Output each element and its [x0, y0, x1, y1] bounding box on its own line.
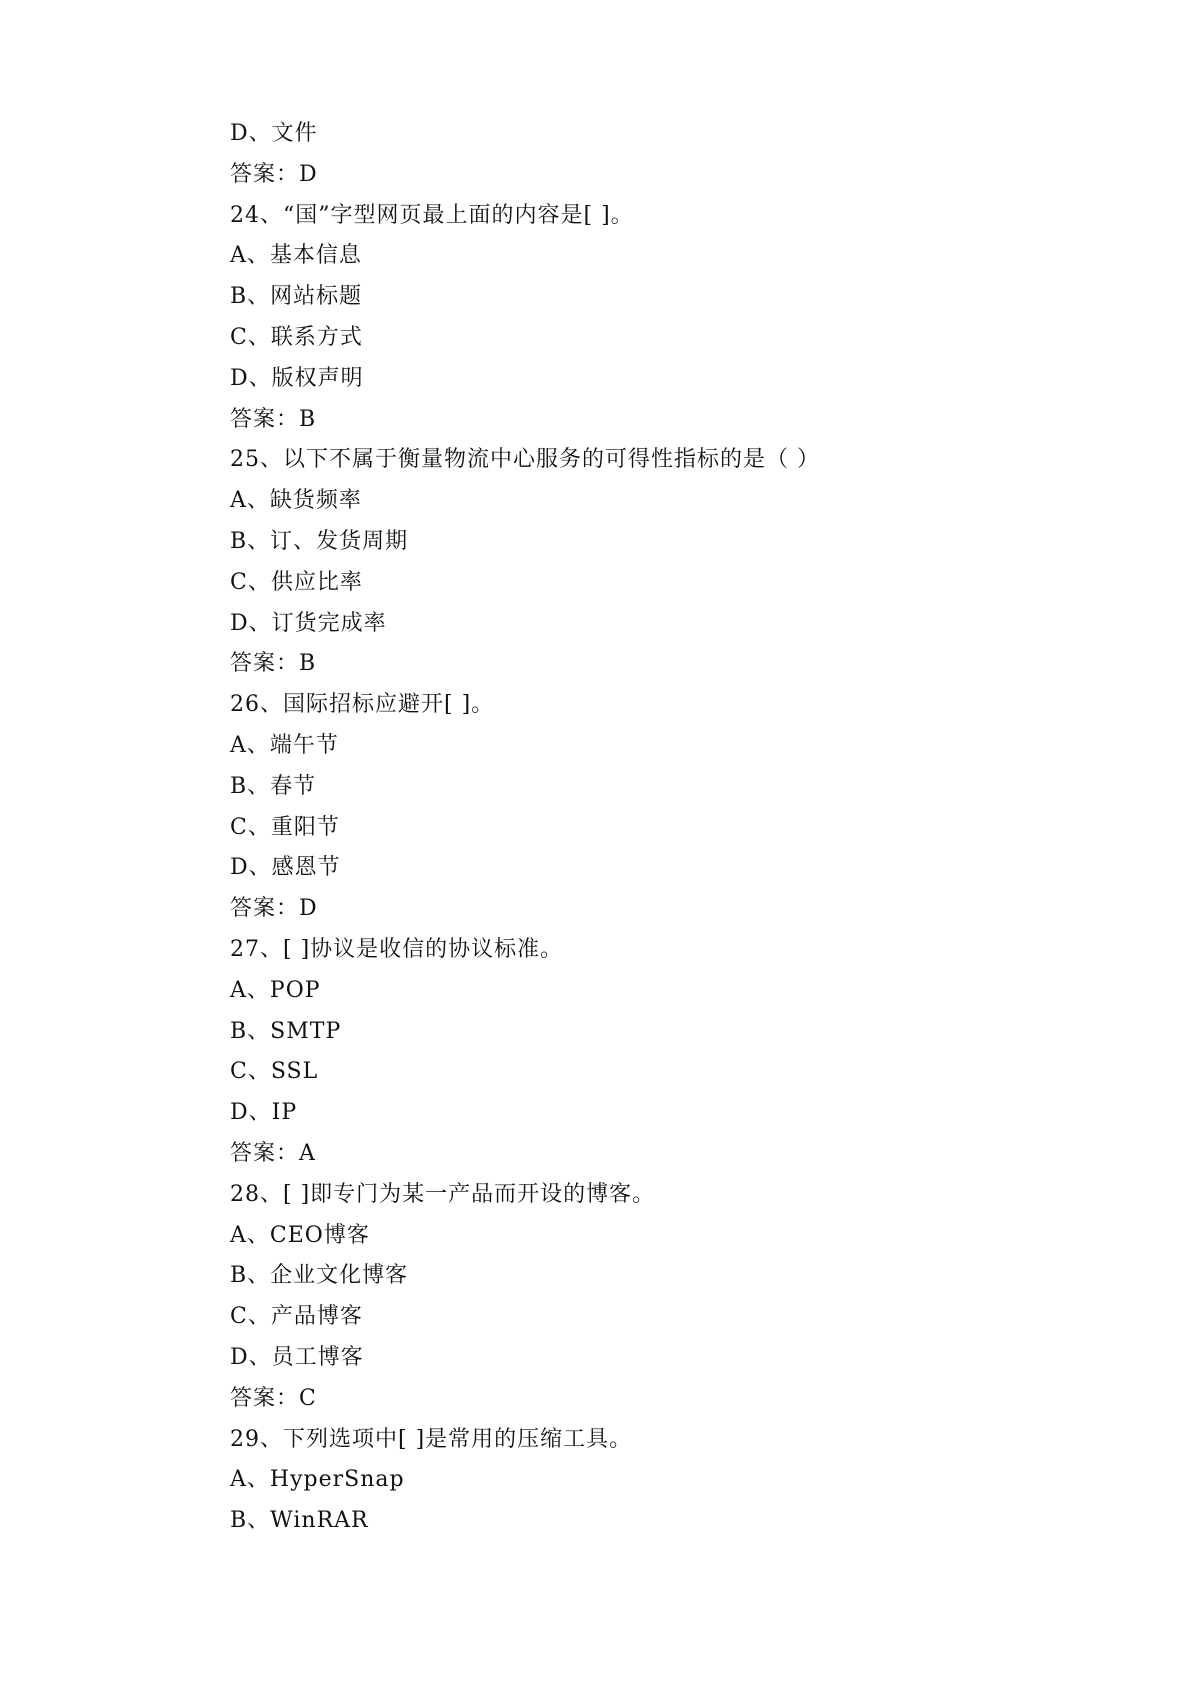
option-c: C、重阳节 [230, 814, 340, 840]
option-d: D、IP [230, 1100, 298, 1126]
option-a: A、基本信息 [230, 243, 362, 269]
option-d: D、版权声明 [230, 365, 364, 391]
option-d: D、订货完成率 [230, 610, 387, 636]
question-28: 28、[ ]即专门为某一产品而开设的博客。 [230, 1181, 656, 1207]
option-d: D、文件 [230, 121, 318, 146]
option-a: A、CEO博客 [230, 1222, 370, 1248]
answer-line: 答案：D [230, 896, 318, 922]
option-a: A、HyperSnap [230, 1467, 405, 1493]
question-27: 27、[ ]协议是收信的协议标准。 [230, 936, 564, 962]
option-b: B、订、发货周期 [230, 528, 409, 554]
answer-line: 答案：D [230, 161, 318, 187]
question-25: 25、以下不属于衡量物流中心服务的可得性指标的是（ ） [230, 447, 820, 473]
option-a: A、POP [230, 977, 321, 1003]
option-c: C、联系方式 [230, 324, 363, 350]
answer-line: 答案：A [230, 1140, 316, 1166]
option-b: B、春节 [230, 773, 317, 799]
option-b: B、网站标题 [230, 284, 363, 310]
option-d: D、员工博客 [230, 1344, 364, 1370]
answer-line: 答案：C [230, 1385, 317, 1411]
option-c: C、SSL [230, 1059, 319, 1085]
option-b: B、企业文化博客 [230, 1263, 409, 1289]
question-29: 29、下列选项中[ ]是常用的压缩工具。 [230, 1426, 633, 1452]
option-b: B、SMTP [230, 1018, 342, 1044]
option-a: A、端午节 [230, 732, 339, 758]
option-b: B、WinRAR [230, 1508, 369, 1534]
answer-line: 答案：B [230, 406, 317, 432]
option-a: A、缺货频率 [230, 488, 362, 514]
option-c: C、产品博客 [230, 1304, 363, 1330]
answer-line: 答案：B [230, 651, 317, 677]
question-26: 26、国际招标应避开[ ]。 [230, 692, 495, 718]
question-24: 24、“国”字型网页最上面的内容是[ ]。 [230, 202, 634, 228]
option-d: D、感恩节 [230, 855, 341, 881]
option-c: C、供应比率 [230, 569, 363, 595]
question-list [230, 114, 1110, 1542]
